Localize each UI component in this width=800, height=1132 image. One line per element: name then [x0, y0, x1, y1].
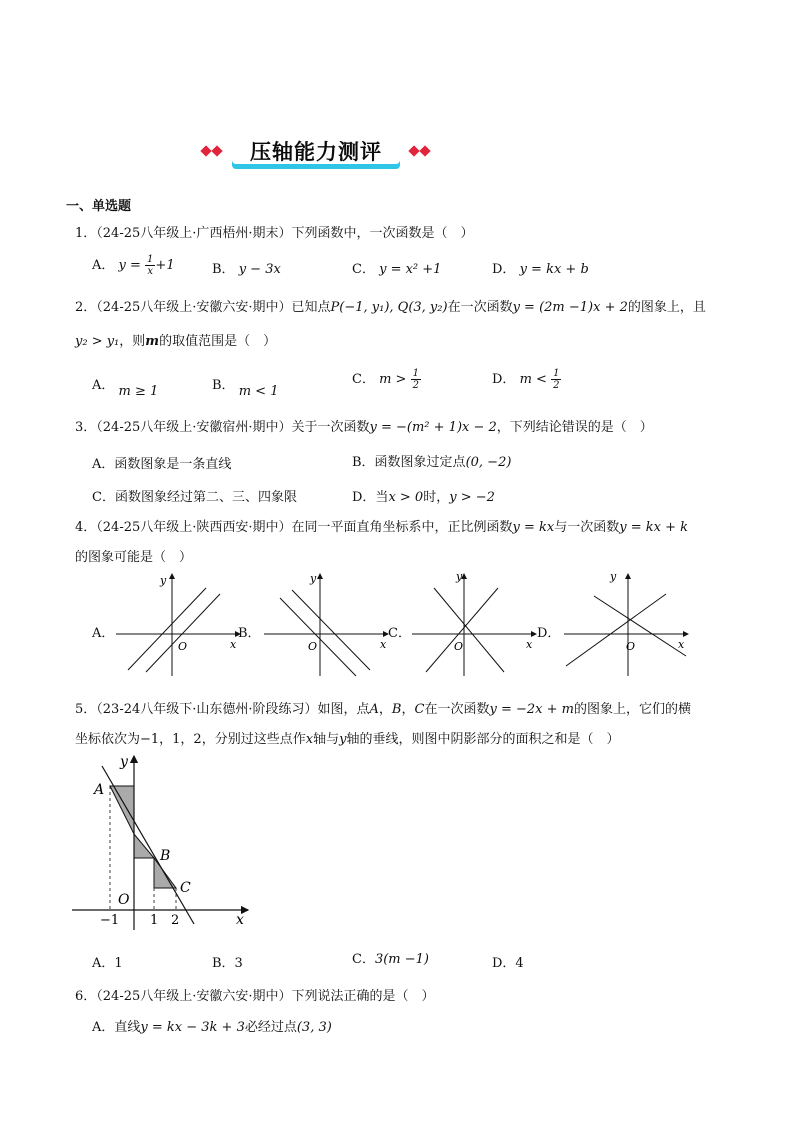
math-expr: y = (2m −1)x + 2 — [512, 300, 628, 315]
line-1 — [280, 598, 356, 676]
x-label: x — [236, 912, 244, 928]
math-var: B — [391, 702, 402, 717]
tick-minus-one: −1 — [100, 913, 120, 928]
y-label: y — [456, 570, 463, 583]
text: 坐标依次为−1，1，2，分别过这些点作 — [75, 732, 306, 747]
q5-option-a: A．1 — [92, 956, 123, 971]
math-expr: m < 1 — [238, 384, 279, 399]
q3-option-b — [352, 451, 511, 470]
q2-option-b — [212, 374, 279, 399]
banner-title: 压轴能力测评 — [250, 140, 382, 164]
origin-label: O — [626, 640, 636, 653]
line-2 — [292, 590, 370, 670]
q4-graph-b — [256, 568, 396, 680]
x-label: x — [380, 638, 387, 651]
function-line — [102, 766, 194, 924]
fraction-den: 2 — [553, 380, 560, 391]
q3-option-a: A．函数图象是一条直线 — [92, 457, 232, 472]
math-var: C — [414, 702, 425, 717]
text: 与一次函数 — [554, 520, 620, 535]
q1-stem: 1．（24-25八年级上·广西梧州·期末）下列函数中，一次函数是（ ） — [75, 226, 474, 241]
diamond-icon — [419, 145, 430, 156]
math-var: y — [339, 732, 347, 747]
text: ，下列结论错误的是（ ） — [496, 420, 653, 435]
x-label: x — [526, 638, 533, 651]
math-var: m — [145, 334, 160, 349]
option-label: B． — [212, 378, 235, 393]
math-expr: y = kx + k — [619, 520, 688, 535]
q2-option-d — [492, 368, 561, 391]
option-label: C． — [352, 372, 375, 387]
math-expr: y = −2x + m — [489, 702, 574, 717]
fraction-num: 1 — [412, 368, 419, 379]
q4-graph-d — [556, 568, 696, 680]
line-1 — [128, 588, 206, 670]
origin-label: O — [118, 892, 130, 908]
section-banner — [198, 132, 436, 170]
option-label: A． — [92, 378, 115, 393]
q4-graph-c — [404, 568, 544, 680]
option-label: A． — [92, 258, 115, 273]
section-title: 一、单选题 — [66, 199, 132, 214]
math-expr: y₂ > y₁ — [75, 334, 120, 349]
text: 轴与 — [313, 732, 340, 747]
q5-option-b: B．3 — [212, 956, 243, 971]
math-expr: x > 0 — [388, 490, 424, 505]
text: 的图象上，且 — [627, 300, 706, 315]
q4-label-d: D． — [537, 626, 561, 641]
q6-option-a — [92, 1016, 332, 1035]
math-expr: m > — [379, 372, 407, 387]
diamond-icon — [200, 145, 211, 156]
math-expr: y = kx — [512, 520, 555, 535]
fraction-den: 2 — [412, 380, 419, 391]
y-label: y — [610, 570, 617, 583]
q4-stem-line2: 的图象可能是（ ） — [75, 550, 193, 565]
text: 2．（24-25八年级上·安徽六安·期中）已知点 — [75, 300, 331, 315]
q5-stem-line2 — [75, 728, 619, 747]
q5-stem: 5．（23-24八年级下·山东德州·阶段练习）如图，点A，B，C在一次函数y = −2x + m的图象上，它们的横 — [75, 702, 691, 717]
line-1 — [566, 594, 666, 666]
tick-one: 1 — [150, 913, 159, 928]
diamond-icon — [408, 145, 419, 156]
math-expr: P(−1, y₁), Q(3, y₂) — [330, 300, 448, 315]
text: A．直线 — [92, 1020, 141, 1035]
y-label: y — [120, 754, 128, 770]
math-expr: (0, −2) — [465, 455, 512, 470]
point-c-label: C — [180, 880, 191, 896]
line-2 — [594, 596, 686, 656]
q4-stem — [75, 516, 688, 535]
q4-label-c: C． — [388, 626, 411, 641]
option-label: C． — [352, 952, 375, 967]
math-var: A — [369, 702, 379, 717]
tick-two: 2 — [171, 913, 180, 928]
text: 3．（24-25八年级上·安徽宿州·期中）关于一次函数 — [75, 420, 370, 435]
math-expr: (3, 3) — [296, 1020, 332, 1035]
option-label: D． — [492, 372, 516, 387]
math-expr: y − 3x — [238, 262, 281, 277]
math-expr: y = −(m² + 1)x − 2 — [369, 420, 497, 435]
q4-label-b: B． — [238, 626, 261, 641]
math-expr: y = kx − 3k + 3 — [140, 1020, 245, 1035]
fraction-num: 1 — [553, 368, 560, 379]
q2-stem-line2 — [75, 330, 276, 349]
math-expr: y = — [118, 258, 146, 273]
y-label: y — [160, 574, 167, 587]
q1-option-b — [212, 258, 281, 277]
line-1 — [426, 588, 498, 672]
math-expr: +1 — [155, 258, 175, 273]
q3-option-c: C．函数图象经过第二、三、四象限 — [92, 490, 297, 505]
line-2 — [434, 588, 504, 672]
q4-graph-a — [108, 568, 248, 680]
x-label: x — [230, 638, 237, 651]
text: 的取值范围是（ ） — [159, 334, 277, 349]
y-label: y — [310, 572, 317, 585]
text: B．函数图象过定点 — [352, 455, 466, 470]
option-label: C． — [352, 262, 375, 277]
x-label: x — [678, 638, 685, 651]
math-expr: m < — [519, 372, 547, 387]
origin-label: O — [454, 640, 464, 653]
shaded-triangle-a — [110, 786, 134, 834]
q1-option-d — [492, 258, 589, 277]
point-b-label: B — [160, 848, 171, 864]
text: 轴的垂线，则图中阴影部分的面积之和是（ ） — [346, 732, 620, 747]
q3-option-d — [352, 486, 495, 505]
q5-figure — [70, 752, 260, 932]
text: 必经过点 — [244, 1020, 297, 1035]
math-expr: y = kx + b — [519, 262, 589, 277]
q3-stem — [75, 416, 653, 435]
q1-option-a — [92, 254, 175, 277]
q2-option-a — [92, 374, 159, 399]
math-var: x — [305, 732, 314, 747]
q4-label-a: A． — [92, 626, 115, 641]
math-expr: 3(m −1) — [374, 952, 429, 967]
fraction — [145, 254, 155, 277]
q1-option-c — [352, 258, 441, 277]
math-expr: m ≥ 1 — [118, 384, 159, 399]
option-label: D． — [492, 262, 516, 277]
text: ，则 — [119, 334, 146, 349]
q2-stem — [75, 296, 706, 315]
option-label: B． — [212, 262, 235, 277]
origin-label: O — [178, 640, 188, 653]
q2-option-c — [352, 368, 421, 391]
fraction — [411, 368, 421, 391]
q5-option-d: D．4 — [492, 956, 524, 971]
text: 的图象上，它们的横 — [573, 702, 691, 717]
text: 4．（24-25八年级上·陕西西安·期中）在同一平面直角坐标系中，正比例函数 — [75, 520, 513, 535]
text: 在一次函数 — [424, 702, 490, 717]
diamond-icon — [211, 145, 222, 156]
math-expr: y > −2 — [449, 490, 495, 505]
math-expr: y = x² +1 — [379, 262, 442, 277]
point-a-label: A — [94, 782, 105, 798]
fraction-den: x — [147, 266, 154, 277]
q5-option-c — [352, 948, 429, 967]
origin-label: O — [308, 640, 318, 653]
line-2 — [146, 594, 220, 672]
text: 在一次函数 — [447, 300, 513, 315]
fraction-num: 1 — [147, 254, 154, 265]
text: 5．（23-24八年级下·山东德州·阶段练习）如图，点 — [75, 702, 370, 717]
text: 时， — [423, 490, 450, 505]
text: D．当 — [352, 490, 389, 505]
fraction — [551, 368, 561, 391]
q6-stem: 6．（24-25八年级上·安徽六安·期中）下列说法正确的是（ ） — [75, 989, 435, 1004]
